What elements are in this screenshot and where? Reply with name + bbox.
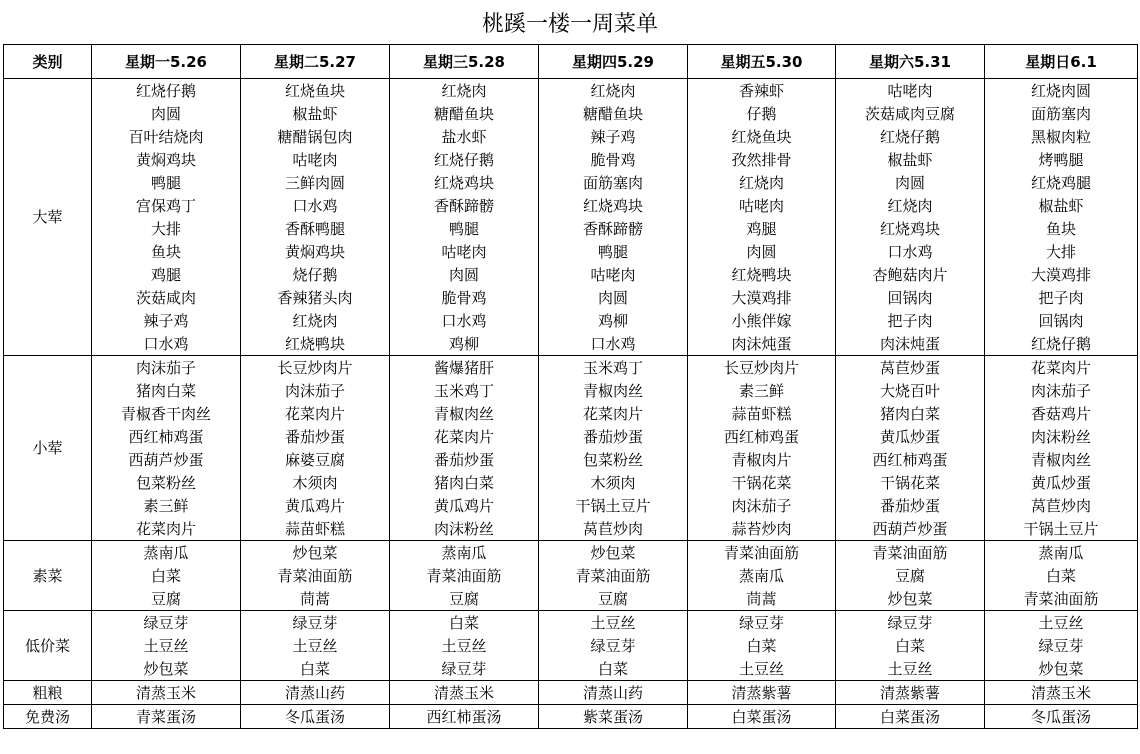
dish-cell: 百叶结烧肉: [92, 125, 241, 148]
dish-cell: 肉圆: [390, 263, 539, 286]
dish-cell: 绿豆芽: [985, 634, 1138, 657]
dish-cell: 大漠鸡排: [688, 286, 836, 309]
dish-cell: 黑椒肉粒: [985, 125, 1138, 148]
dish-cell: 炒包菜: [539, 541, 688, 565]
dish-cell: 莴苣炒肉: [985, 494, 1138, 517]
menu-row: [4, 611, 1138, 635]
dish-cell: 土豆丝: [241, 634, 390, 657]
dish-cell: 干锅花菜: [836, 471, 985, 494]
dish-cell: 青菜油面筋: [985, 587, 1138, 611]
dish-cell: 茼蒿: [688, 587, 836, 611]
menu-row: [4, 102, 1138, 125]
dish-cell: 番茄炒蛋: [539, 425, 688, 448]
dish-cell: 清蒸玉米: [390, 681, 539, 705]
dish-cell: 红烧鸡块: [390, 171, 539, 194]
menu-row: [4, 286, 1138, 309]
menu-row: [4, 379, 1138, 402]
menu-row: [4, 148, 1138, 171]
dish-cell: 豆腐: [836, 564, 985, 587]
header-day: 星期一5.26: [92, 45, 241, 79]
dish-cell: 青菜油面筋: [241, 564, 390, 587]
dish-cell: 咕咾肉: [390, 240, 539, 263]
dish-cell: 糖醋鱼块: [539, 102, 688, 125]
dish-cell: 蒸南瓜: [92, 541, 241, 565]
weekly-menu-table: [3, 44, 1138, 729]
dish-cell: 青菜油面筋: [539, 564, 688, 587]
dish-cell: 三鲜肉圆: [241, 171, 390, 194]
menu-row: [4, 263, 1138, 286]
menu-row: [4, 425, 1138, 448]
dish-cell: 西红柿鸡蛋: [836, 448, 985, 471]
dish-cell: 包菜粉丝: [92, 471, 241, 494]
dish-cell: 青菜油面筋: [688, 541, 836, 565]
dish-cell: 白菜: [985, 564, 1138, 587]
dish-cell: 清蒸山药: [241, 681, 390, 705]
dish-cell: 花菜肉片: [539, 402, 688, 425]
dish-cell: 鱼块: [92, 240, 241, 263]
dish-cell: 糖醋锅包肉: [241, 125, 390, 148]
dish-cell: 黄瓜炒蛋: [836, 425, 985, 448]
dish-cell: 西红柿蛋汤: [390, 705, 539, 729]
category-label: 素菜: [4, 541, 92, 611]
dish-cell: 素三鲜: [688, 379, 836, 402]
dish-cell: 肉圆: [836, 171, 985, 194]
dish-cell: 香辣虾: [688, 79, 836, 103]
dish-cell: 香辣猪头肉: [241, 286, 390, 309]
dish-cell: 口水鸡: [241, 194, 390, 217]
dish-cell: 盐水虾: [390, 125, 539, 148]
dish-cell: 辣子鸡: [92, 309, 241, 332]
dish-cell: 豆腐: [92, 587, 241, 611]
dish-cell: 茼蒿: [241, 587, 390, 611]
menu-row: [4, 494, 1138, 517]
dish-cell: 土豆丝: [985, 611, 1138, 635]
dish-cell: 鸡腿: [688, 217, 836, 240]
dish-cell: 豆腐: [539, 587, 688, 611]
dish-cell: 土豆丝: [92, 634, 241, 657]
header-day: 星期日6.1: [985, 45, 1138, 79]
dish-cell: 豆腐: [390, 587, 539, 611]
dish-cell: 土豆丝: [390, 634, 539, 657]
dish-cell: 肉沫茄子: [985, 379, 1138, 402]
dish-cell: 大漠鸡排: [985, 263, 1138, 286]
dish-cell: 西葫芦炒蛋: [836, 517, 985, 541]
dish-cell: 红烧仔鹅: [92, 79, 241, 103]
menu-row: [4, 657, 1138, 681]
dish-cell: 白菜: [688, 634, 836, 657]
dish-cell: 糖醋鱼块: [390, 102, 539, 125]
header-day: 星期三5.28: [390, 45, 539, 79]
menu-row: [4, 587, 1138, 611]
menu-row: [4, 634, 1138, 657]
menu-row: [4, 541, 1138, 565]
dish-cell: 绿豆芽: [688, 611, 836, 635]
dish-cell: 黄焖鸡块: [92, 148, 241, 171]
dish-cell: 冬瓜蛋汤: [241, 705, 390, 729]
dish-cell: 土豆丝: [836, 657, 985, 681]
dish-cell: 清蒸玉米: [985, 681, 1138, 705]
dish-cell: 炒包菜: [985, 657, 1138, 681]
dish-cell: 绿豆芽: [390, 657, 539, 681]
dish-cell: 红烧肉: [390, 79, 539, 103]
dish-cell: 香菇鸡片: [985, 402, 1138, 425]
dish-cell: 清蒸山药: [539, 681, 688, 705]
dish-cell: 红烧鱼块: [241, 79, 390, 103]
dish-cell: 紫菜蛋汤: [539, 705, 688, 729]
dish-cell: 红烧鸭块: [688, 263, 836, 286]
dish-cell: 面筋塞肉: [539, 171, 688, 194]
dish-cell: 西葫芦炒蛋: [92, 448, 241, 471]
menu-row: [4, 125, 1138, 148]
header-category: 类别: [4, 45, 92, 79]
dish-cell: 红烧肉: [836, 194, 985, 217]
dish-cell: 花菜肉片: [390, 425, 539, 448]
dish-cell: 清蒸玉米: [92, 681, 241, 705]
dish-cell: 炒包菜: [241, 541, 390, 565]
dish-cell: 花菜肉片: [985, 356, 1138, 380]
dish-cell: 冬瓜蛋汤: [985, 705, 1138, 729]
dish-cell: 鸭腿: [92, 171, 241, 194]
dish-cell: 椒盐虾: [985, 194, 1138, 217]
dish-cell: 猪肉白菜: [390, 471, 539, 494]
dish-cell: 猪肉白菜: [836, 402, 985, 425]
dish-cell: 青菜油面筋: [390, 564, 539, 587]
dish-cell: 口水鸡: [390, 309, 539, 332]
dish-cell: 蒸南瓜: [390, 541, 539, 565]
dish-cell: 红烧肉: [539, 79, 688, 103]
dish-cell: 绿豆芽: [836, 611, 985, 635]
dish-cell: 绿豆芽: [241, 611, 390, 635]
dish-cell: 青椒肉丝: [390, 402, 539, 425]
dish-cell: 红烧仔鹅: [985, 332, 1138, 356]
dish-cell: 肉圆: [92, 102, 241, 125]
category-label: 小荤: [4, 356, 92, 541]
dish-cell: 咕咾肉: [688, 194, 836, 217]
dish-cell: 白菜: [539, 657, 688, 681]
dish-cell: 青菜油面筋: [836, 541, 985, 565]
dish-cell: 白菜: [390, 611, 539, 635]
dish-cell: 回锅肉: [985, 309, 1138, 332]
dish-cell: 鸡柳: [390, 332, 539, 356]
dish-cell: 蒸南瓜: [688, 564, 836, 587]
dish-cell: 炒包菜: [836, 587, 985, 611]
category-label: 大荤: [4, 79, 92, 356]
dish-cell: 蒜苗虾糕: [241, 517, 390, 541]
dish-cell: 口水鸡: [92, 332, 241, 356]
dish-cell: 猪肉白菜: [92, 379, 241, 402]
menu-row: [4, 356, 1138, 380]
header-day: 星期四5.29: [539, 45, 688, 79]
dish-cell: 把子肉: [985, 286, 1138, 309]
dish-cell: 炒包菜: [92, 657, 241, 681]
dish-cell: 把子肉: [836, 309, 985, 332]
dish-cell: 莴苣炒蛋: [836, 356, 985, 380]
dish-cell: 面筋塞肉: [985, 102, 1138, 125]
dish-cell: 番茄炒蛋: [241, 425, 390, 448]
dish-cell: 青菜蛋汤: [92, 705, 241, 729]
menu-row: [4, 681, 1138, 705]
dish-cell: 蒜苗虾糕: [688, 402, 836, 425]
dish-cell: 大排: [92, 217, 241, 240]
dish-cell: 肉沫茄子: [688, 494, 836, 517]
menu-row: [4, 171, 1138, 194]
dish-cell: 麻婆豆腐: [241, 448, 390, 471]
menu-row: [4, 240, 1138, 263]
dish-cell: 咕咾肉: [836, 79, 985, 103]
dish-cell: 肉沫炖蛋: [836, 332, 985, 356]
dish-cell: 大烧百叶: [836, 379, 985, 402]
dish-cell: 青椒肉丝: [539, 379, 688, 402]
dish-cell: 西红柿鸡蛋: [688, 425, 836, 448]
dish-cell: 烧仔鹅: [241, 263, 390, 286]
dish-cell: 长豆炒肉片: [688, 356, 836, 380]
dish-cell: 茨菇咸肉豆腐: [836, 102, 985, 125]
dish-cell: 宫保鸡丁: [92, 194, 241, 217]
menu-row: [4, 332, 1138, 356]
menu-row: [4, 217, 1138, 240]
category-label: 免费汤: [4, 705, 92, 729]
dish-cell: 蒜苔炒肉: [688, 517, 836, 541]
dish-cell: 烤鸭腿: [985, 148, 1138, 171]
category-label: 低价菜: [4, 611, 92, 681]
menu-body: [4, 79, 1138, 729]
menu-row: [4, 194, 1138, 217]
dish-cell: 香酥鸭腿: [241, 217, 390, 240]
dish-cell: 红烧仔鹅: [390, 148, 539, 171]
dish-cell: 玉米鸡丁: [390, 379, 539, 402]
dish-cell: 花菜肉片: [92, 517, 241, 541]
dish-cell: 肉沫炖蛋: [688, 332, 836, 356]
dish-cell: 红烧肉圆: [985, 79, 1138, 103]
dish-cell: 西红柿鸡蛋: [92, 425, 241, 448]
dish-cell: 长豆炒肉片: [241, 356, 390, 380]
dish-cell: 红烧鸡腿: [985, 171, 1138, 194]
dish-cell: 花菜肉片: [241, 402, 390, 425]
dish-cell: 白菜: [836, 634, 985, 657]
dish-cell: 辣子鸡: [539, 125, 688, 148]
dish-cell: 红烧鱼块: [688, 125, 836, 148]
dish-cell: 椒盐虾: [241, 102, 390, 125]
dish-cell: 肉沫茄子: [92, 356, 241, 380]
dish-cell: 干锅土豆片: [985, 517, 1138, 541]
dish-cell: 黄瓜鸡片: [390, 494, 539, 517]
dish-cell: 白菜蛋汤: [688, 705, 836, 729]
dish-cell: 仔鹅: [688, 102, 836, 125]
dish-cell: 白菜: [92, 564, 241, 587]
dish-cell: 鸭腿: [539, 240, 688, 263]
dish-cell: 干锅土豆片: [539, 494, 688, 517]
dish-cell: 肉沫粉丝: [985, 425, 1138, 448]
menu-row: [4, 564, 1138, 587]
dish-cell: 青椒肉丝: [985, 448, 1138, 471]
dish-cell: 红烧鸡块: [836, 217, 985, 240]
dish-cell: 清蒸紫薯: [688, 681, 836, 705]
dish-cell: 小熊伴嫁: [688, 309, 836, 332]
dish-cell: 青椒香干肉丝: [92, 402, 241, 425]
dish-cell: 肉沫粉丝: [390, 517, 539, 541]
dish-cell: 蒸南瓜: [985, 541, 1138, 565]
menu-row: [4, 517, 1138, 541]
dish-cell: 咕咾肉: [539, 263, 688, 286]
dish-cell: 酱爆猪肝: [390, 356, 539, 380]
header-row: [4, 45, 1138, 79]
menu-row: [4, 705, 1138, 729]
dish-cell: 回锅肉: [836, 286, 985, 309]
dish-cell: 鸭腿: [390, 217, 539, 240]
dish-cell: 番茄炒蛋: [836, 494, 985, 517]
menu-row: [4, 448, 1138, 471]
dish-cell: 红烧肉: [688, 171, 836, 194]
dish-cell: 干锅花菜: [688, 471, 836, 494]
category-label: 粗粮: [4, 681, 92, 705]
dish-cell: 香酥蹄髈: [539, 217, 688, 240]
dish-cell: 椒盐虾: [836, 148, 985, 171]
header-day: 星期五5.30: [688, 45, 836, 79]
dish-cell: 青椒肉片: [688, 448, 836, 471]
header-day: 星期二5.27: [241, 45, 390, 79]
dish-cell: 木须肉: [241, 471, 390, 494]
dish-cell: 莴苣炒肉: [539, 517, 688, 541]
dish-cell: 鱼块: [985, 217, 1138, 240]
dish-cell: 红烧仔鹅: [836, 125, 985, 148]
dish-cell: 红烧鸭块: [241, 332, 390, 356]
dish-cell: 茨菇咸肉: [92, 286, 241, 309]
menu-row: [4, 309, 1138, 332]
dish-cell: 土豆丝: [539, 611, 688, 635]
dish-cell: 杏鲍菇肉片: [836, 263, 985, 286]
dish-cell: 清蒸紫薯: [836, 681, 985, 705]
menu-row: [4, 79, 1138, 103]
dish-cell: 白菜蛋汤: [836, 705, 985, 729]
dish-cell: 包菜粉丝: [539, 448, 688, 471]
dish-cell: 鸡腿: [92, 263, 241, 286]
dish-cell: 黄焖鸡块: [241, 240, 390, 263]
dish-cell: 玉米鸡丁: [539, 356, 688, 380]
dish-cell: 咕咾肉: [241, 148, 390, 171]
dish-cell: 黄瓜炒蛋: [985, 471, 1138, 494]
page-title: 桃蹊一楼一周菜单: [481, 11, 658, 37]
dish-cell: 香酥蹄髈: [390, 194, 539, 217]
dish-cell: 口水鸡: [539, 332, 688, 356]
dish-cell: 白菜: [241, 657, 390, 681]
menu-row: [4, 402, 1138, 425]
dish-cell: 鸡柳: [539, 309, 688, 332]
dish-cell: 肉圆: [539, 286, 688, 309]
dish-cell: 孜然排骨: [688, 148, 836, 171]
menu-row: [4, 471, 1138, 494]
dish-cell: 番茄炒蛋: [390, 448, 539, 471]
dish-cell: 素三鲜: [92, 494, 241, 517]
dish-cell: 脆骨鸡: [390, 286, 539, 309]
dish-cell: 口水鸡: [836, 240, 985, 263]
dish-cell: 脆骨鸡: [539, 148, 688, 171]
dish-cell: 大排: [985, 240, 1138, 263]
dish-cell: 土豆丝: [688, 657, 836, 681]
dish-cell: 木须肉: [539, 471, 688, 494]
dish-cell: 红烧鸡块: [539, 194, 688, 217]
dish-cell: 绿豆芽: [539, 634, 688, 657]
dish-cell: 肉圆: [688, 240, 836, 263]
dish-cell: 红烧肉: [241, 309, 390, 332]
dish-cell: 绿豆芽: [92, 611, 241, 635]
dish-cell: 肉沫茄子: [241, 379, 390, 402]
header-day: 星期六5.31: [836, 45, 985, 79]
dish-cell: 黄瓜鸡片: [241, 494, 390, 517]
